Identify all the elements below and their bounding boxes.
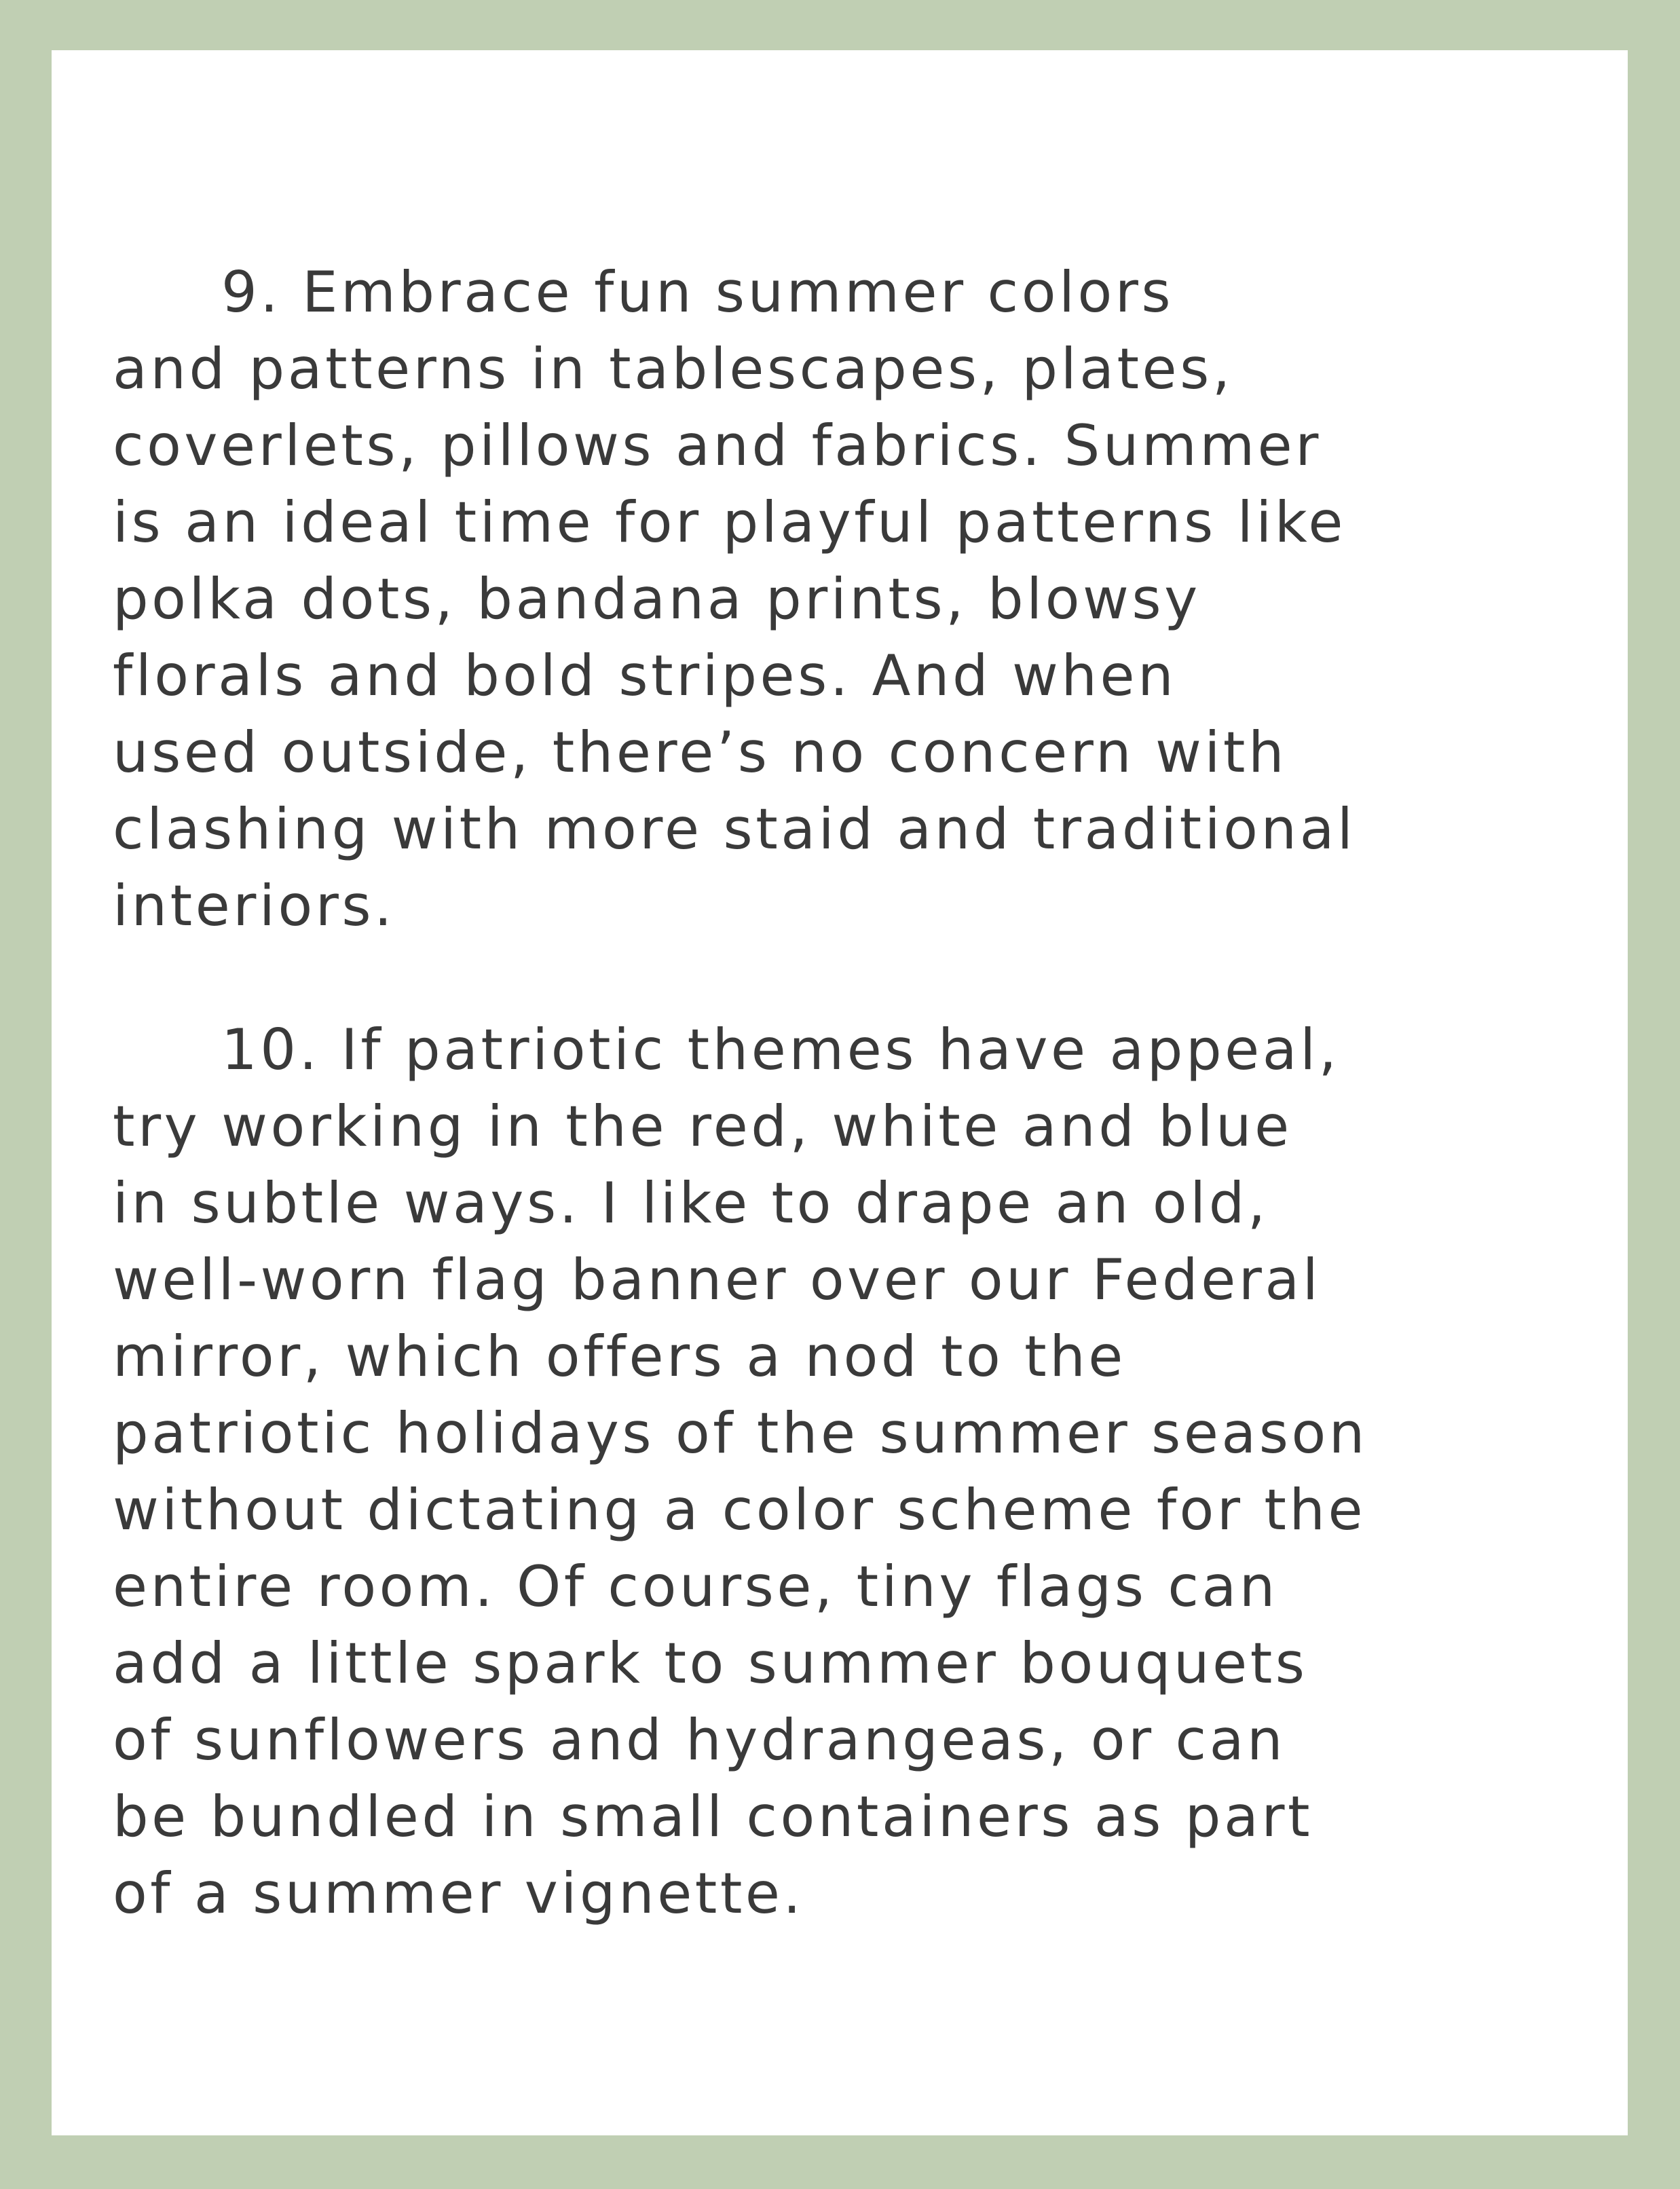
tip-line: patriotic holidays of the summer season bbox=[113, 1400, 1368, 1466]
tip-line: in subtle ways. I like to drape an old, bbox=[113, 1170, 1269, 1236]
tip-line: interiors. bbox=[113, 873, 395, 939]
tip-line: used outside, there’s no concern with bbox=[113, 719, 1288, 785]
tip-line: is an ideal time for playful patterns like bbox=[113, 489, 1346, 555]
tip-line: clashing with more staid and traditional bbox=[113, 796, 1356, 862]
tip-line: add a little spark to summer bouquets bbox=[113, 1630, 1308, 1696]
tip-line: 10. If patriotic themes have appeal, bbox=[221, 1017, 1340, 1083]
tip-line: 9. Embrace fun summer colors bbox=[221, 259, 1174, 325]
tip-line: and patterns in tablescapes, plates, bbox=[113, 336, 1233, 402]
tip-line: of a summer vignette. bbox=[113, 1860, 804, 1926]
tip-9-paragraph bbox=[113, 254, 1356, 944]
tip-line: entire room. Of course, tiny flags can bbox=[113, 1554, 1278, 1620]
tip-line: mirror, which offers a nod to the bbox=[113, 1324, 1126, 1389]
tip-line: polka dots, bandana prints, blowsy bbox=[113, 566, 1201, 632]
tip-line: without dictating a color scheme for the bbox=[113, 1477, 1366, 1543]
tip-line: coverlets, pillows and fabrics. Summer bbox=[113, 413, 1322, 479]
tip-line: try working in the red, white and blue bbox=[113, 1093, 1292, 1159]
tip-10-paragraph bbox=[113, 1011, 1368, 1932]
tip-line: florals and bold stripes. And when bbox=[113, 643, 1177, 709]
tip-line: well-worn flag banner over our Federal bbox=[113, 1247, 1322, 1313]
tip-line: of sunflowers and hydrangeas, or can bbox=[113, 1707, 1286, 1773]
tip-line: be bundled in small containers as part bbox=[113, 1784, 1313, 1850]
